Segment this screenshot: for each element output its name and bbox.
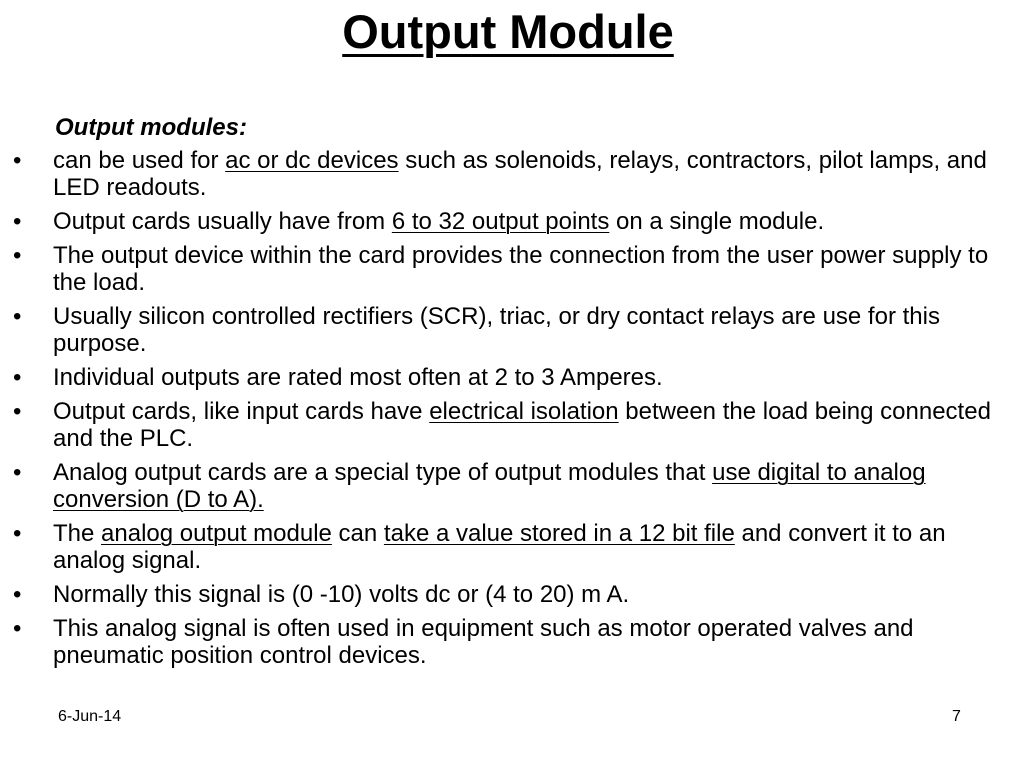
bullet-item xyxy=(0,398,1020,452)
underlined-text: take a value stored in a 12 bit file xyxy=(383,520,735,547)
subheading: Output modules: xyxy=(55,114,247,141)
bullet-text: Output cards usually have from xyxy=(53,208,392,235)
bullet-dot: • xyxy=(13,208,22,235)
bullet-item xyxy=(0,581,1020,608)
bullet-item xyxy=(0,459,1020,513)
bullet-item xyxy=(0,208,1020,235)
footer-date: 6-Jun-14 xyxy=(58,708,122,725)
bullet-text: between the load being connected and the PLC. xyxy=(53,398,991,452)
bullet-dot: • xyxy=(13,147,22,174)
bullet-dot: • xyxy=(13,520,22,547)
bullet-text: can be used for xyxy=(53,147,226,174)
underlined-text: analog output module xyxy=(101,520,332,547)
bullet-item xyxy=(0,147,1020,201)
bullet-text: and convert it to an analog signal. xyxy=(53,520,946,574)
bullet-text: Usually silicon controlled rectifiers (SCR), triac, or dry contact relays are use for this purpose. xyxy=(53,303,940,357)
bullet-dot: • xyxy=(13,242,22,269)
bullet-text: such as solenoids, relays, contractors, pilot lamps, and LED readouts. xyxy=(53,147,987,201)
bullet-dot: • xyxy=(13,398,22,425)
bullet-dot: • xyxy=(13,303,22,330)
slide-title: Output Module xyxy=(342,5,674,58)
bullet-dot: • xyxy=(13,581,22,608)
bullet-text: Output cards, like input cards have xyxy=(53,398,430,425)
bullet-dot: • xyxy=(13,459,22,486)
bullet-text: The xyxy=(53,520,102,547)
bullet-item xyxy=(0,242,1020,296)
bullet-text: This analog signal is often used in equipment such as motor operated valves and pneumatic position control devices. xyxy=(53,615,914,669)
bullet-text: The output device within the card provides the connection from the user power supply to the load. xyxy=(53,242,989,296)
bullet-list xyxy=(0,147,1020,676)
bullet-text: Analog output cards are a special type of output modules that xyxy=(53,459,713,486)
bullet-dot: • xyxy=(13,364,22,391)
bullet-dot: • xyxy=(13,615,22,642)
bullet-item xyxy=(0,520,1020,574)
bullet-text: on a single module. xyxy=(609,208,825,235)
underlined-text: ac or dc devices xyxy=(225,147,399,174)
underlined-text: electrical isolation xyxy=(429,398,619,425)
underlined-text: 6 to 32 output points xyxy=(391,208,610,235)
bullet-item xyxy=(0,364,1020,391)
bullet-text: Individual outputs are rated most often at 2 to 3 Amperes. xyxy=(53,364,663,391)
bullet-item xyxy=(0,303,1020,357)
underlined-text: use digital to analog conversion (D to A). xyxy=(53,459,926,513)
bullet-item xyxy=(0,615,1020,669)
bullet-text: Normally this signal is (0 -10) volts dc or (4 to 20) m A. xyxy=(53,581,630,608)
bullet-text: can xyxy=(331,520,384,547)
footer-page-number: 7 xyxy=(952,708,961,725)
